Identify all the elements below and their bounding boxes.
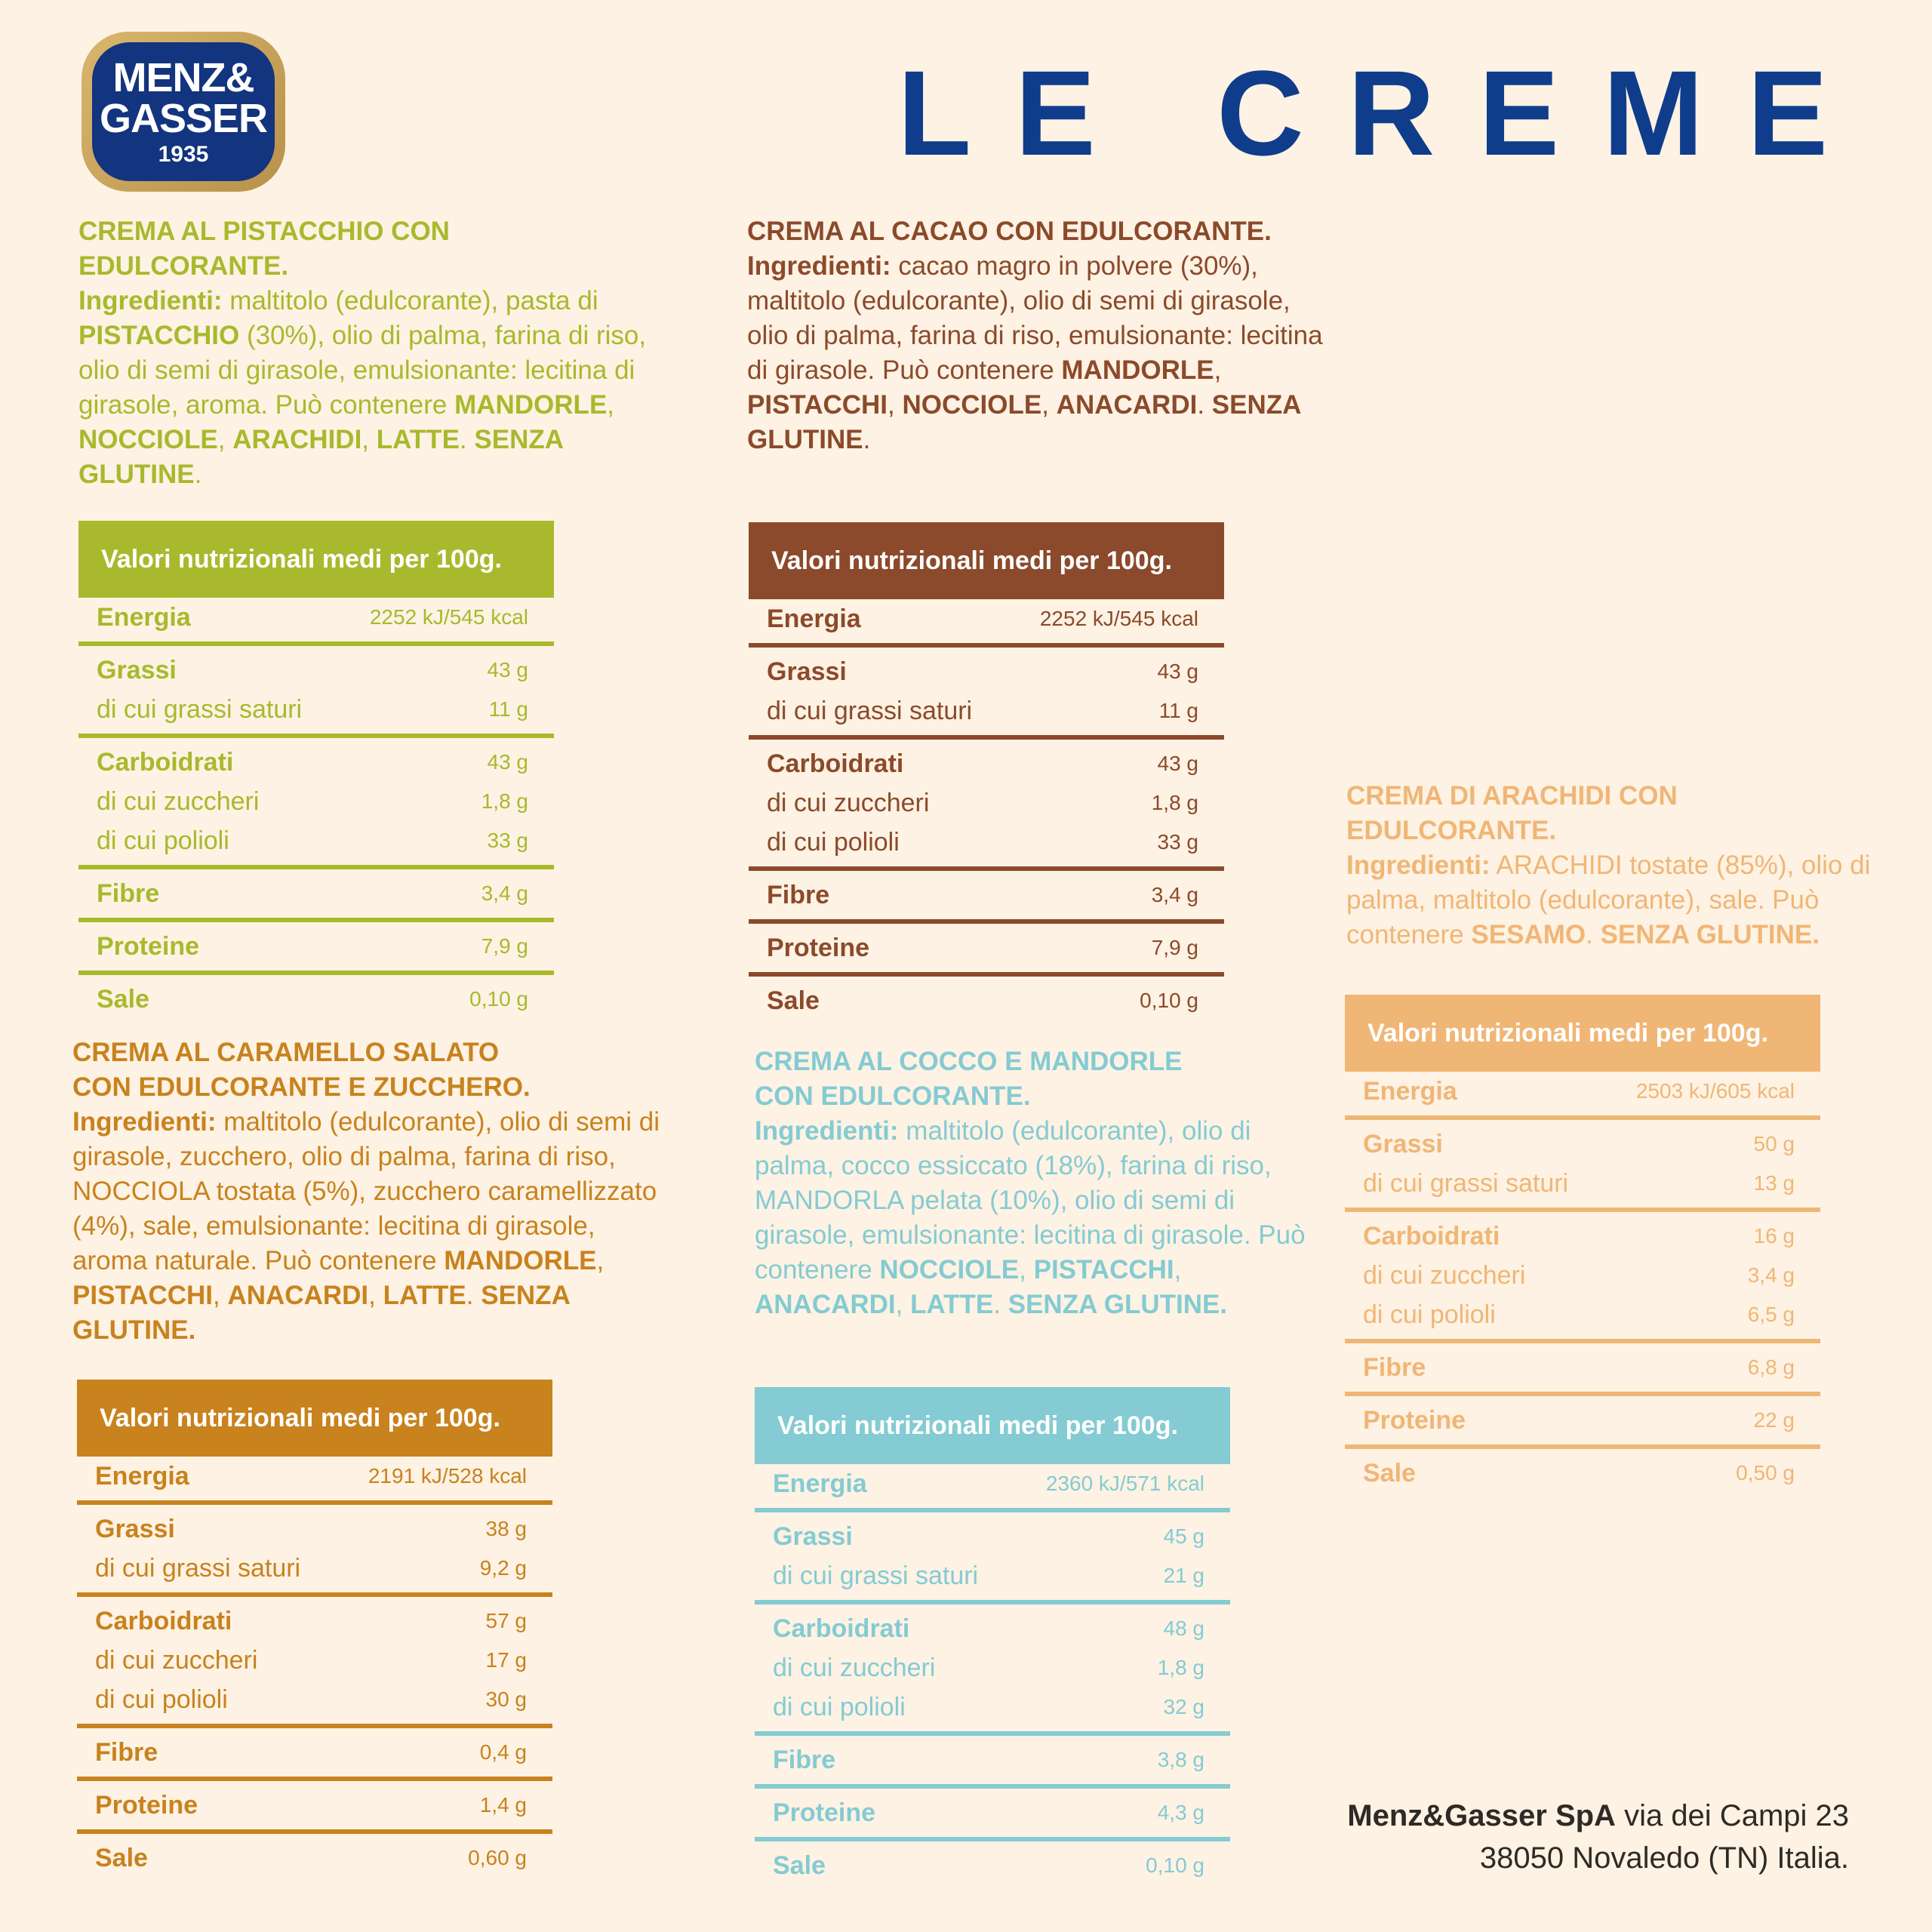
nutrition-row-energia <box>1345 1072 1820 1111</box>
nutrition-row-carboidrati <box>749 744 1224 783</box>
nutrient-value: 0,10 g <box>469 987 528 1011</box>
nutrient-value: 2503 kJ/605 kcal <box>1635 1079 1795 1103</box>
nutrient-value: 1,8 g <box>1157 1656 1204 1679</box>
nutrition-divider <box>78 865 554 869</box>
nutrition-row-polioli <box>749 823 1224 862</box>
nutrient-value: 22 g <box>1753 1408 1795 1432</box>
cacao-description <box>747 214 1328 457</box>
nutrient-label: Grassi <box>95 1514 175 1543</box>
nutrition-row-saturi <box>755 1556 1230 1595</box>
cacao-name: CREMA AL CACAO CON EDULCORANTE. <box>747 217 1272 246</box>
nutrient-label: Proteine <box>767 933 870 962</box>
nutrient-value: 32 g <box>1163 1695 1204 1718</box>
nutrition-row-proteine <box>755 1793 1230 1832</box>
cocco-description <box>755 1044 1306 1322</box>
nutrient-label: di cui polioli <box>773 1692 906 1721</box>
brand-line2: GASSER <box>99 96 268 141</box>
nutrient-value: 0,60 g <box>468 1846 527 1869</box>
nutrition-row-sale <box>77 1838 552 1878</box>
nutrition-row-energia <box>755 1464 1230 1503</box>
arachidi-ingredients: Ingredienti: ARACHIDI tostate (85%), olio di palma, maltitolo (edulcorante), sale. Può contenere SESAMO. SENZA GLUTINE. <box>1346 851 1871 949</box>
nutrition-row-zuccheri <box>77 1641 552 1680</box>
nutrient-label: Grassi <box>97 655 177 685</box>
nutrient-value: 2252 kJ/545 kcal <box>1039 607 1198 630</box>
caramello-name-line1: CREMA AL CARAMELLO SALATO <box>72 1038 500 1067</box>
nutrient-label: Energia <box>773 1469 867 1498</box>
nutrient-label: Sale <box>97 984 149 1014</box>
nutrition-row-saturi <box>1345 1164 1820 1203</box>
nutrition-divider <box>755 1600 1230 1604</box>
nutrient-value: 48 g <box>1163 1617 1204 1640</box>
nutrient-label: di cui grassi saturi <box>95 1553 301 1583</box>
nutrient-value: 33 g <box>487 829 528 852</box>
nutrient-label: Fibre <box>1363 1352 1426 1382</box>
nutrition-row-zuccheri <box>755 1648 1230 1687</box>
nutrient-value: 6,5 g <box>1747 1303 1795 1326</box>
nutrient-value: 17 g <box>485 1648 527 1672</box>
nutrition-divider <box>78 641 554 646</box>
nutrition-divider <box>77 1724 552 1728</box>
nutrient-label: di cui grassi saturi <box>773 1561 979 1590</box>
nutrition-row-polioli <box>77 1680 552 1719</box>
cocco-name-line2: CON EDULCORANTE. <box>755 1081 1031 1111</box>
nutrient-value: 7,9 g <box>1151 936 1198 959</box>
nutrient-value: 1,8 g <box>1151 791 1198 814</box>
nutrient-label: Carboidrati <box>1363 1221 1500 1251</box>
nutrient-value: 0,10 g <box>1140 989 1198 1012</box>
nutrient-value: 30 g <box>485 1687 527 1711</box>
nutrient-label: di cui zuccheri <box>773 1653 936 1682</box>
nutrient-label: Grassi <box>1363 1129 1443 1158</box>
nutrition-row-saturi <box>78 690 554 729</box>
nutrient-label: Sale <box>95 1843 148 1872</box>
pistacchio-ingredients: Ingredienti: maltitolo (edulcorante), pasta di PISTACCHIO (30%), olio di palma, farina di riso, olio di semi di girasole, emulsionante: lecitina di girasole, aroma. Può contenere MANDORLE, NOCCIOLE, ARACHIDI, LATTE. SENZA GLUTINE. <box>78 286 647 489</box>
nutrition-table-header: Valori nutrizionali medi per 100g. <box>755 1387 1230 1464</box>
nutrient-value: 21 g <box>1163 1564 1204 1587</box>
cacao-nutrition-table <box>749 522 1224 1020</box>
nutrition-divider <box>749 919 1224 924</box>
nutrition-row-proteine <box>749 928 1224 968</box>
pistacchio-name: CREMA AL PISTACCHIO CON EDULCORANTE. <box>78 217 450 281</box>
nutrition-row-fibre <box>78 874 554 913</box>
nutrition-row-zuccheri <box>749 783 1224 823</box>
nutrition-row-sale <box>1345 1454 1820 1493</box>
nutrient-value: 13 g <box>1753 1171 1795 1195</box>
nutrient-label: di cui polioli <box>1363 1300 1496 1329</box>
nutrition-row-fibre <box>77 1733 552 1772</box>
nutrient-label: di cui grassi saturi <box>767 696 973 725</box>
nutrition-row-grassi <box>1345 1124 1820 1164</box>
nutrition-row-energia <box>78 598 554 637</box>
nutrition-row-sale <box>78 980 554 1019</box>
nutrition-row-grassi <box>749 652 1224 691</box>
nutrient-label: di cui zuccheri <box>1363 1260 1526 1290</box>
nutrient-label: Proteine <box>95 1790 198 1820</box>
nutrient-value: 6,8 g <box>1747 1355 1795 1379</box>
arachidi-name: CREMA DI ARACHIDI CON EDULCORANTE. <box>1346 781 1678 845</box>
nutrient-value: 0,10 g <box>1146 1854 1204 1877</box>
nutrient-value: 1,4 g <box>479 1793 527 1817</box>
caramello-description <box>72 1035 661 1348</box>
nutrition-row-zuccheri <box>1345 1256 1820 1295</box>
nutrient-label: Energia <box>1363 1076 1457 1106</box>
nutrient-label: Proteine <box>1363 1405 1466 1435</box>
nutrient-value: 43 g <box>1157 660 1198 683</box>
nutrition-row-grassi <box>755 1517 1230 1556</box>
nutrition-table-header: Valori nutrizionali medi per 100g. <box>77 1380 552 1457</box>
nutrient-value: 3,4 g <box>1747 1263 1795 1287</box>
nutrition-row-energia <box>749 599 1224 638</box>
nutrient-value: 11 g <box>1158 699 1198 722</box>
nutrient-label: Grassi <box>773 1521 853 1551</box>
nutrient-value: 2360 kJ/571 kcal <box>1045 1472 1204 1495</box>
arachidi-nutrition-table <box>1345 995 1820 1493</box>
nutrient-label: di cui zuccheri <box>767 788 930 817</box>
nutrition-divider <box>1345 1392 1820 1396</box>
nutrition-table-header: Valori nutrizionali medi per 100g. <box>749 522 1224 599</box>
nutrition-row-carboidrati <box>755 1609 1230 1648</box>
nutrition-row-saturi <box>749 691 1224 731</box>
nutrient-value: 2252 kJ/545 kcal <box>369 605 528 629</box>
nutrition-divider <box>755 1837 1230 1841</box>
cacao-ingredients: Ingredienti: cacao magro in polvere (30%), maltitolo (edulcorante), olio di semi di girasole, olio di palma, farina di riso, emulsionante: lecitina di girasole. Può contenere MANDORLE, PISTACCHI, NOCCIOLE, ANACARDI. SENZA GLUTINE. <box>747 251 1323 454</box>
nutrition-divider <box>78 971 554 975</box>
nutrient-label: di cui grassi saturi <box>97 694 303 724</box>
company-address-line1 <box>1347 1795 1849 1837</box>
cocco-name-line1: CREMA AL COCCO E MANDORLE <box>755 1047 1183 1076</box>
nutrition-divider <box>1345 1208 1820 1212</box>
nutrient-label: Fibre <box>95 1737 158 1767</box>
nutrition-row-fibre <box>1345 1348 1820 1387</box>
nutrient-value: 43 g <box>1157 752 1198 775</box>
nutrition-row-polioli <box>755 1687 1230 1727</box>
nutrient-value: 43 g <box>487 658 528 681</box>
nutrient-value: 45 g <box>1163 1524 1204 1548</box>
nutrient-value: 16 g <box>1753 1224 1795 1247</box>
nutrition-row-carboidrati <box>77 1601 552 1641</box>
nutrient-label: Fibre <box>767 880 830 909</box>
nutrient-label: Energia <box>767 604 861 633</box>
nutrition-divider <box>77 1777 552 1781</box>
nutrient-label: Grassi <box>767 657 847 686</box>
nutrition-divider <box>749 866 1224 871</box>
nutrition-table-header: Valori nutrizionali medi per 100g. <box>1345 995 1820 1072</box>
nutrition-row-fibre <box>755 1740 1230 1780</box>
nutrient-value: 50 g <box>1753 1132 1795 1155</box>
nutrition-row-zuccheri <box>78 782 554 821</box>
nutrition-row-saturi <box>77 1549 552 1588</box>
caramello-ingredients: Ingredienti: maltitolo (edulcorante), olio di semi di girasole, zucchero, olio di palma, farina di riso, NOCCIOLA tostata (5%), zucchero caramellizzato (4%), sale, emulsionante: lecitina di girasole, aroma naturale. Può contenere MANDORLE, PISTACCHI, ANACARDI, LATTE. SENZA GLUTINE. <box>72 1107 660 1345</box>
nutrient-value: 7,9 g <box>481 934 528 958</box>
nutrient-value: 33 g <box>1157 830 1198 854</box>
nutrition-divider <box>749 643 1224 648</box>
nutrient-label: di cui grassi saturi <box>1363 1168 1569 1198</box>
nutrition-table-header: Valori nutrizionali medi per 100g. <box>78 521 554 598</box>
company-name: Menz&Gasser SpA <box>1347 1799 1616 1832</box>
nutrition-row-proteine <box>78 927 554 966</box>
nutrition-divider <box>77 1829 552 1834</box>
nutrition-row-grassi <box>78 651 554 690</box>
nutrient-value: 9,2 g <box>479 1556 527 1580</box>
nutrient-value: 3,8 g <box>1157 1748 1204 1771</box>
nutrient-value: 38 g <box>485 1517 527 1540</box>
arachidi-description <box>1346 779 1890 952</box>
nutrient-label: Sale <box>773 1850 826 1880</box>
nutrient-label: Carboidrati <box>95 1606 232 1635</box>
nutrition-divider <box>1345 1444 1820 1449</box>
brand-line1: MENZ& <box>112 55 254 100</box>
nutrition-divider <box>755 1731 1230 1736</box>
pistacchio-nutrition-table <box>78 521 554 1019</box>
nutrition-row-carboidrati <box>1345 1217 1820 1256</box>
brand-year: 1935 <box>158 142 209 167</box>
brand-logo-badge <box>92 42 275 181</box>
nutrient-label: Carboidrati <box>97 747 234 777</box>
nutrient-value: 3,4 g <box>481 881 528 905</box>
nutrition-row-polioli <box>1345 1295 1820 1334</box>
nutrient-label: Fibre <box>773 1745 836 1774</box>
company-city: 38050 Novaledo (TN) Italia. <box>1479 1841 1849 1875</box>
nutrition-divider <box>749 972 1224 977</box>
nutrition-divider <box>78 734 554 738</box>
nutrient-label: Proteine <box>97 931 200 961</box>
nutrient-value: 2191 kJ/528 kcal <box>368 1464 527 1487</box>
nutrient-value: 57 g <box>485 1609 527 1632</box>
caramello-name-line2: CON EDULCORANTE E ZUCCHERO. <box>72 1072 531 1102</box>
nutrition-row-proteine <box>1345 1401 1820 1440</box>
nutrition-row-grassi <box>77 1509 552 1549</box>
nutrient-label: di cui zuccheri <box>95 1645 258 1675</box>
nutrient-label: Carboidrati <box>767 749 904 778</box>
cocco-nutrition-table <box>755 1387 1230 1885</box>
cocco-ingredients: Ingredienti: maltitolo (edulcorante), olio di palma, cocco essiccato (18%), farina di riso, MANDORLA pelata (10%), olio di semi di girasole, emulsionante: lecitina di girasole. Può contenere NOCCIOLE, PISTACCHI, ANACARDI, LATTE. SENZA GLUTINE. <box>755 1116 1306 1319</box>
nutrient-value: 1,8 g <box>481 789 528 813</box>
nutrition-row-polioli <box>78 821 554 860</box>
nutrient-value: 0,50 g <box>1736 1461 1795 1484</box>
nutrient-label: Energia <box>95 1461 189 1491</box>
nutrient-label: di cui zuccheri <box>97 786 260 816</box>
nutrition-row-energia <box>77 1457 552 1496</box>
company-address <box>1347 1795 1849 1879</box>
nutrition-divider <box>77 1500 552 1505</box>
nutrition-row-proteine <box>77 1786 552 1825</box>
nutrient-label: Sale <box>1363 1458 1416 1487</box>
company-street: via dei Campi 23 <box>1615 1799 1849 1832</box>
nutrition-divider <box>755 1784 1230 1789</box>
nutrition-divider <box>755 1508 1230 1512</box>
nutrition-divider <box>1345 1115 1820 1120</box>
nutrient-value: 0,4 g <box>479 1740 527 1764</box>
nutrient-label: Proteine <box>773 1798 876 1827</box>
nutrition-row-fibre <box>749 875 1224 915</box>
nutrient-label: Fibre <box>97 878 160 908</box>
nutrition-divider <box>77 1592 552 1597</box>
nutrition-divider <box>749 735 1224 740</box>
nutrient-value: 3,4 g <box>1151 883 1198 906</box>
nutrition-divider <box>78 918 554 922</box>
nutrient-value: 4,3 g <box>1157 1801 1204 1824</box>
brand-logo <box>82 32 285 192</box>
nutrient-label: di cui polioli <box>767 827 900 857</box>
nutrient-label: di cui polioli <box>97 826 229 855</box>
caramello-nutrition-table <box>77 1380 552 1878</box>
nutrient-label: di cui polioli <box>95 1684 228 1714</box>
pistacchio-description <box>78 214 652 492</box>
nutrition-row-sale <box>755 1846 1230 1885</box>
nutrient-label: Energia <box>97 602 191 632</box>
nutrient-value: 43 g <box>487 750 528 774</box>
page-title: LE CREME <box>897 45 1872 180</box>
nutrient-label: Carboidrati <box>773 1614 910 1643</box>
nutrient-label: Sale <box>767 986 820 1015</box>
nutrient-value: 11 g <box>488 697 528 721</box>
nutrition-row-carboidrati <box>78 743 554 782</box>
nutrition-row-sale <box>749 981 1224 1020</box>
nutrition-divider <box>1345 1339 1820 1343</box>
